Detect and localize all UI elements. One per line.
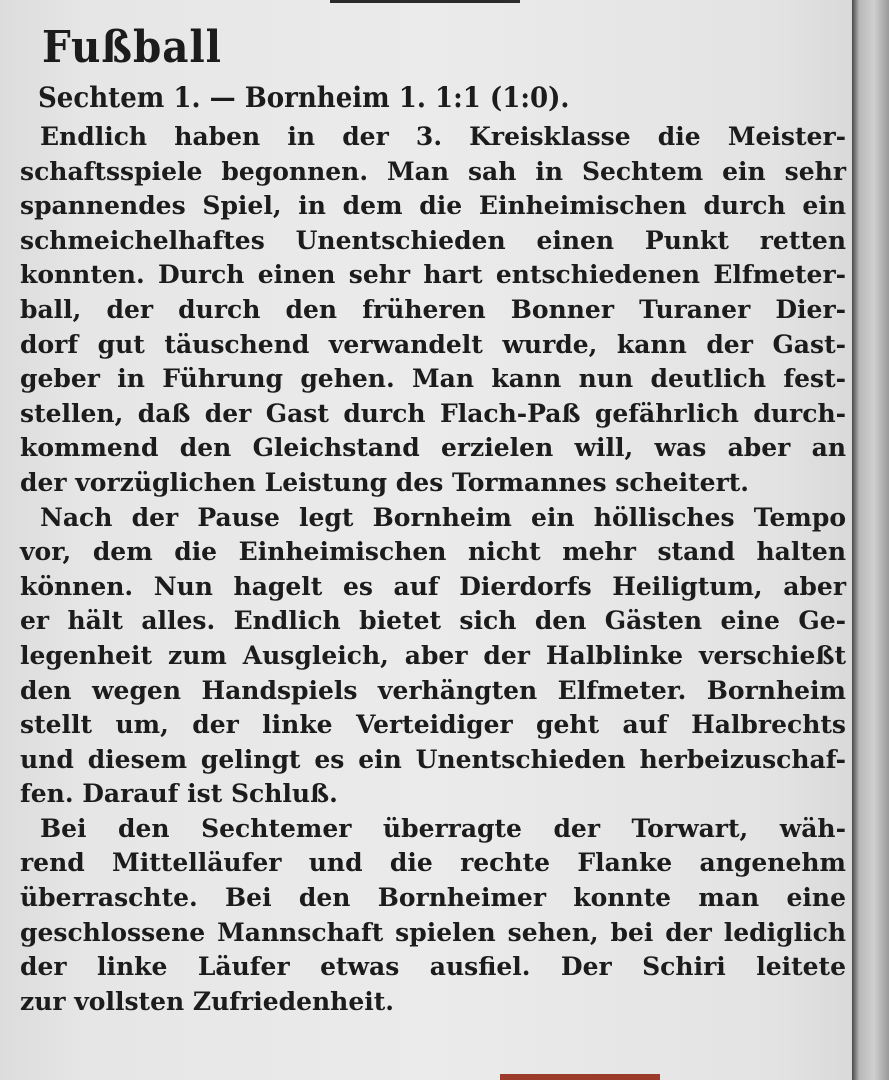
match-result: Sechtem 1. — Bornheim 1. 1:1 (1:0). <box>38 81 570 114</box>
section-title: Fußball <box>42 22 222 73</box>
paragraph-2 <box>20 501 850 812</box>
text-line: zur vollsten Zufriedenheit. <box>20 986 394 1016</box>
text-line: dorf gut täuschend verwandelt wurde, kann der Gast- <box>20 329 846 359</box>
text-line: überraschte. Bei den Bornheimer konnte man eine <box>20 883 846 913</box>
text-line: konnten. Durch einen sehr hart entschiedenen Elfmeter- <box>20 260 846 290</box>
text-line: fen. Darauf ist Schluß. <box>20 779 338 809</box>
text-line: Endlich haben in der 3. Kreisklasse die Meister- <box>40 122 846 151</box>
text-line: der vorzüglichen Leistung des Tormannes scheitert. <box>20 467 749 497</box>
article <box>20 22 850 1019</box>
text-line: vor, dem die Einheimischen nicht mehr stand halten <box>20 537 846 567</box>
paragraph-1 <box>20 120 850 501</box>
text-line: stellen, daß der Gast durch Flach-Paß gefährlich durch- <box>20 398 846 428</box>
bottom-mark <box>500 1074 660 1080</box>
text-line: geschlossene Mannschaft spielen sehen, bei der lediglich <box>20 917 846 947</box>
text-line: Nach der Pause legt Bornheim ein höllisches Tempo <box>40 502 846 532</box>
top-rule <box>330 0 520 3</box>
paragraph-3 <box>20 812 850 1020</box>
text-line: Bei den Sechtemer überragte der Torwart, wäh- <box>40 813 846 843</box>
text-line: er hält alles. Endlich bietet sich den Gästen eine Ge- <box>20 606 846 636</box>
text-line: kommend den Gleichstand erzielen will, was aber an <box>20 433 846 463</box>
text-line: geber in Führung gehen. Man kann nun deutlich fest- <box>20 364 846 394</box>
page-edge <box>852 0 889 1080</box>
text-line: schaftsspiele begonnen. Man sah in Sechtem ein sehr <box>20 156 846 186</box>
text-line: der linke Läufer etwas ausfiel. Der Schiri leitete <box>20 952 846 982</box>
text-line: ball, der durch den früheren Bonner Turaner Dier- <box>20 294 846 324</box>
text-line: stellt um, der linke Verteidiger geht auf Halbrechts <box>20 710 846 740</box>
text-line: können. Nun hagelt es auf Dierdorfs Heiligtum, aber <box>20 571 846 601</box>
text-line: und diesem gelingt es ein Unentschieden herbeizuschaf- <box>20 744 846 774</box>
text-line: schmeichelhaftes Unentschieden einen Punkt retten <box>20 225 846 255</box>
text-line: legenheit zum Ausgleich, aber der Halblinke verschießt <box>20 640 846 670</box>
text-line: spannendes Spiel, in dem die Einheimischen durch ein <box>20 191 846 221</box>
text-line: rend Mittelläufer und die rechte Flanke angenehm <box>20 848 846 878</box>
text-line: den wegen Handspiels verhängten Elfmeter. Bornheim <box>20 675 846 705</box>
